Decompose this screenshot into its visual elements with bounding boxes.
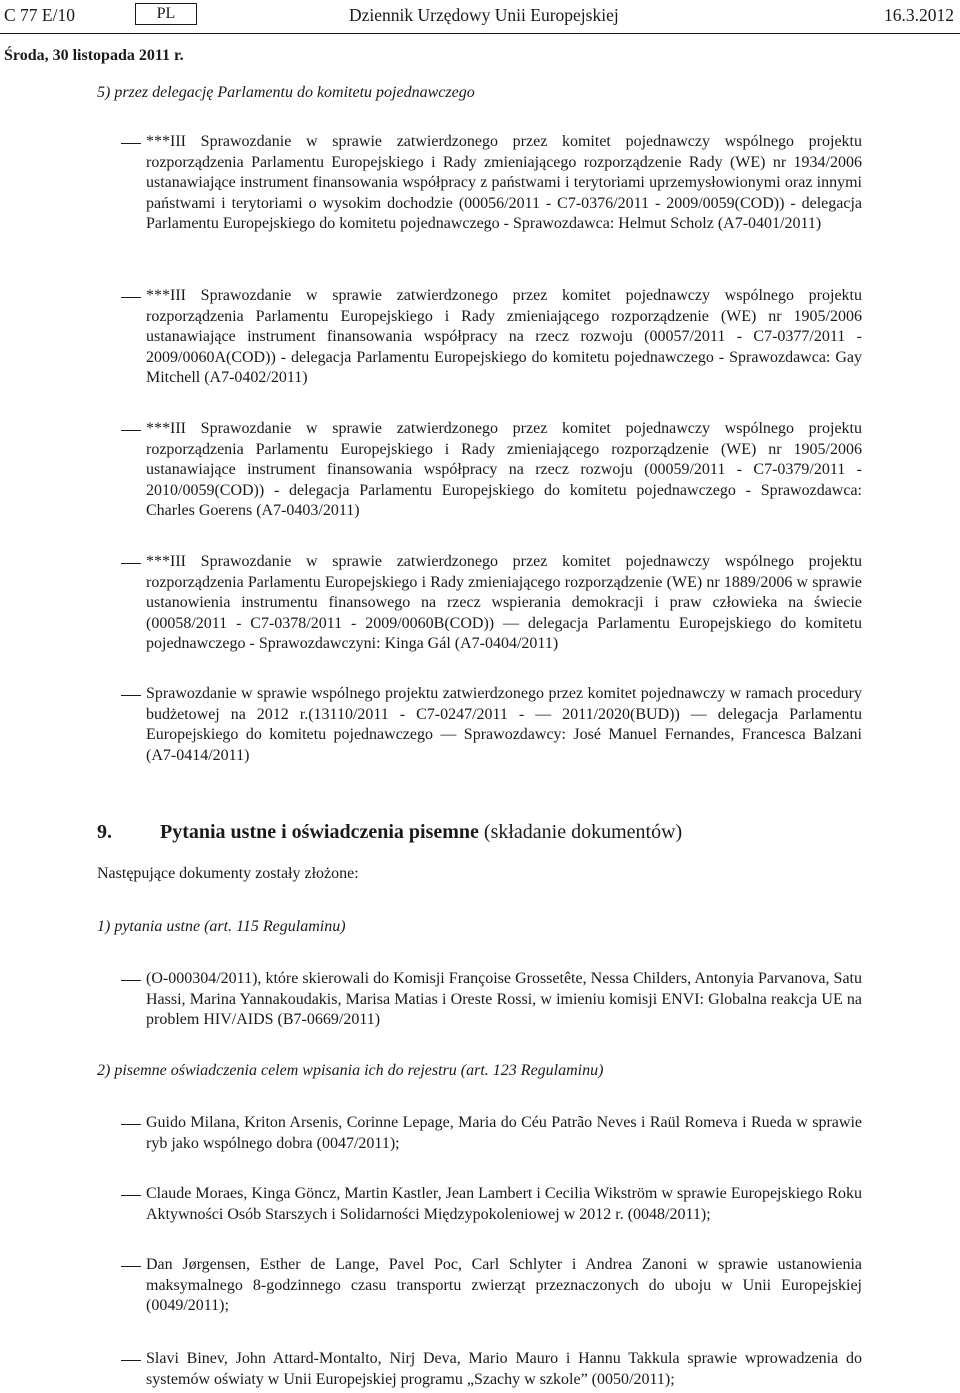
list-item: ***III Sprawozdanie w sprawie zatwierdzonego przez komitet pojednawczy wspólnego projektu rozporządzenia Parlamentu Europejskiego i Rady zmieniającego rozporządzenie Rady (WE) nr 1934/2006 ustanawiające instrument finansowania współpracy z państwami i terytoriami uprzemysłowionymi oraz innymi państwami i terytoriami o wysokim dochodzie (00056/2011 - C7-0376/2011 - 2009/0059(COD)) - delegacja Parlamentu Europejskiego do komitetu pojednawczego - Sprawozdawca: Helmut Scholz (A7-0401/2011): [146, 133, 862, 233]
list-dash: [121, 563, 141, 564]
subsection-1-heading: 1) pytania ustne (art. 115 Regulaminu): [97, 918, 346, 935]
list-dash: [121, 143, 141, 144]
list-dash: [121, 1360, 141, 1361]
list-dash: [121, 1124, 141, 1125]
list-dash: [121, 695, 141, 696]
section-number: 9.: [97, 821, 112, 843]
list-item: Guido Milana, Kriton Arsenis, Corinne Lepage, Maria do Céu Patrão Neves i Raül Romeva i Rueda w sprawie ryb jako wspólnego dobra (0047/2011);: [146, 1114, 862, 1152]
list-item: Claude Moraes, Kinga Göncz, Martin Kastler, Jean Lambert i Cecilia Wikström w sprawie Europejskiego Roku Aktywności Osób Starszych i Solidarności Międzypokoleniowej w 2012 r. (0048/2011);: [146, 1185, 862, 1223]
list-dash: [121, 430, 141, 431]
section-title-rest: (składanie dokumentów): [478, 821, 683, 843]
list-dash: [121, 297, 141, 298]
list-dash: [121, 1195, 141, 1196]
list-dash: [121, 1266, 141, 1267]
section-intro: Następujące dokumenty zostały złożone:: [97, 865, 359, 882]
session-date: Środa, 30 listopada 2011 r.: [4, 47, 184, 64]
journal-title: Dziennik Urzędowy Unii Europejskiej: [349, 5, 619, 25]
subsection-5-heading: 5) przez delegację Parlamentu do komitetu pojednawczego: [97, 84, 475, 101]
journal-reference: C 77 E/10: [4, 5, 75, 25]
journal-date: 16.3.2012: [884, 5, 954, 25]
language-badge: PL: [135, 3, 197, 25]
list-item: Dan Jørgensen, Esther de Lange, Pavel Poc, Carl Schlyter i Andrea Zanoni w sprawie ustanowienia maksymalnego 8-godzinnego czasu transportu zwierząt przeznaczonych do uboju w Unii Europejskiej (0049/2011);: [146, 1256, 862, 1315]
journal-header: [0, 3, 960, 27]
list-item: ***III Sprawozdanie w sprawie zatwierdzonego przez komitet pojednawczy wspólnego projektu rozporządzenia Parlamentu Europejskiego i Rady zmieniającego rozporządzenie (WE) nr 1905/2006 ustanawiające instrument finansowania współpracy na rzecz rozwoju (00057/2011 - C7-0377/2011 - 2009/0060A(COD)) - delegacja Parlamentu Europejskiego do komitetu pojednawczego - Sprawozdawca: Gay Mitchell (A7-0402/2011): [146, 287, 862, 387]
section-title-bold: Pytania ustne i oświadczenia pisemne: [160, 821, 479, 843]
list-item: Slavi Binev, John Attard-Montalto, Nirj Deva, Mario Mauro i Hannu Takkula sprawie wprowadzenia do systemów oświaty w Unii Europejskiej programu „Szachy w szkole” (0050/2011);: [146, 1350, 862, 1388]
list-item: ***III Sprawozdanie w sprawie zatwierdzonego przez komitet pojednawczy wspólnego projektu rozporządzenia Parlamentu Europejskiego i Rady zmieniającego rozporządzenie (WE) nr 1905/2006 ustanawiające instrument finansowania współpracy na rzecz rozwoju (00059/2011 - C7-0379/2011 - 2010/0059(COD)) - delegacja Parlamentu Europejskiego do komitetu pojednawczego - Sprawozdawca: Charles Goerens (A7-0403/2011): [146, 420, 862, 520]
list-item: (O-000304/2011), które skierowali do Komisji Françoise Grossetête, Nessa Childers, Antonyia Parvanova, Satu Hassi, Marina Yannakoudakis, Marisa Matias i Oreste Rossi, w imieniu komisji ENVI: Globalna reakcja UE na problem HIV/AIDS (B7-0669/2011): [146, 970, 862, 1029]
list-dash: [121, 980, 141, 981]
header-divider: [0, 33, 960, 34]
list-item: ***III Sprawozdanie w sprawie zatwierdzonego przez komitet pojednawczy wspólnego projektu rozporządzenia Parlamentu Europejskiego i Rady zmieniającego rozporządzenie (WE) nr 1889/2006 w sprawie ustanowienia instrumentu finansowego na rzecz wspierania demokracji i praw człowieka na świecie (00058/2011 - C7-0378/2011 - 2009/0060B(COD)) — delegacja Parlamentu Europejskiego do komitetu pojednawczego - Sprawozdawczyni: Kinga Gál (A7-0404/2011): [146, 553, 862, 653]
subsection-2-heading: 2) pisemne oświadczenia celem wpisania ich do rejestru (art. 123 Regulaminu): [97, 1062, 604, 1079]
list-item: Sprawozdanie w sprawie wspólnego projektu zatwierdzonego przez komitet pojednawczy w ramach procedury budżetowej na 2012 r.(13110/2011 - C7-0247/2011 - — 2011/2020(BUD)) — delegacja Parlamentu Europejskiego do komitetu pojednawczego — Sprawozdawcy: José Manuel Fernandes, Francesca Balzani (A7-0414/2011): [146, 685, 862, 764]
section-title: [160, 820, 682, 844]
